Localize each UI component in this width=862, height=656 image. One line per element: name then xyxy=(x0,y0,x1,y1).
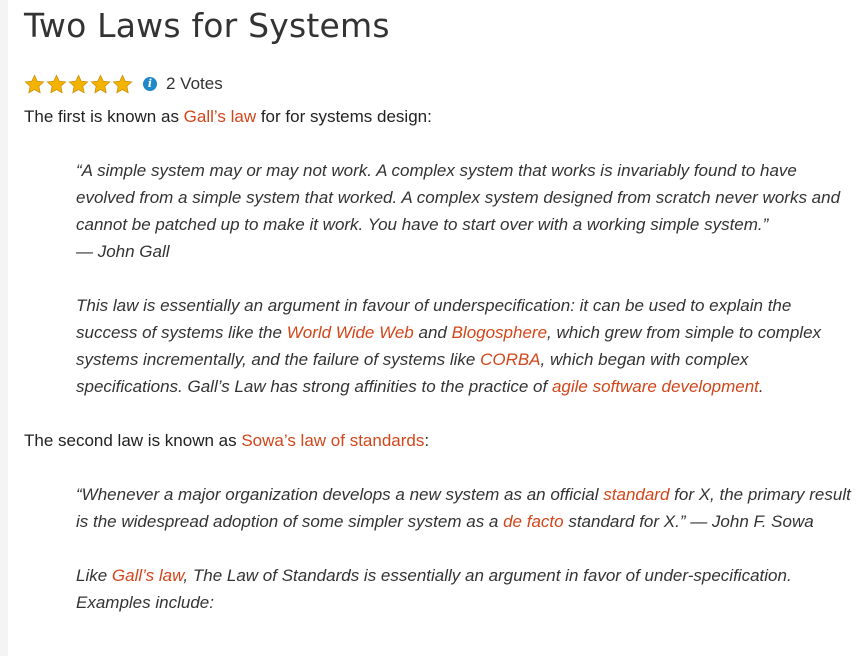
quote-text xyxy=(76,157,856,265)
star-icon[interactable] xyxy=(90,74,111,95)
text: “Whenever a major organization develops a new system as an official xyxy=(76,485,604,504)
standard-link[interactable]: standard xyxy=(603,485,670,504)
star-icon[interactable] xyxy=(112,74,133,95)
text: for for systems design: xyxy=(256,107,432,126)
text: , which grew from simple to complex systems incrementally, and the failure of systems like xyxy=(76,323,822,369)
text: The second law is known as xyxy=(24,431,242,450)
text: This law is essentially an argument in favour of underspecification: it can be used to explain the success of systems like the xyxy=(76,296,792,342)
sowas-law-link[interactable]: Sowa’s law of standards xyxy=(241,431,425,450)
text: . xyxy=(758,377,764,396)
star-rating[interactable] xyxy=(24,72,854,96)
article xyxy=(24,0,854,616)
quote-author: — John Gall xyxy=(76,242,170,261)
page-left-border xyxy=(0,0,8,656)
gall-quote xyxy=(24,157,856,265)
star-icon[interactable] xyxy=(24,74,45,95)
text: The first is known as xyxy=(24,107,184,126)
gall-explanation xyxy=(24,292,856,400)
blogosphere-link[interactable]: Blogosphere xyxy=(451,323,548,342)
quote-text xyxy=(76,481,856,535)
galls-law-link-2[interactable]: Gall’s law xyxy=(111,566,184,585)
quote-text xyxy=(76,562,856,616)
intro-paragraph xyxy=(24,103,854,130)
text: “A simple system may or may not work. A complex system that works is invariably found to have evolved from a simple system that worked. A complex system designed from scratch never works and cannot be patched up to make it work. You have to start over with a working simple system.” xyxy=(76,161,841,234)
text: Like xyxy=(76,566,112,585)
text: , The Law of Standards is essentially an argument in favor of under-specification. Examples include: xyxy=(76,566,792,612)
agile-software-development-link[interactable]: agile software development xyxy=(551,377,759,396)
world-wide-web-link[interactable]: World Wide Web xyxy=(286,323,414,342)
corba-link[interactable]: CORBA xyxy=(480,350,541,369)
text: standard for X.” — John F. Sowa xyxy=(563,512,814,531)
star-icon[interactable] xyxy=(68,74,89,95)
second-law-paragraph xyxy=(24,427,854,454)
info-icon[interactable]: i xyxy=(143,77,157,91)
vote-count: 2 Votes xyxy=(166,74,223,93)
sowa-quote xyxy=(24,481,856,535)
star-icon[interactable] xyxy=(46,74,67,95)
sowa-explanation xyxy=(24,562,856,616)
page-title: Two Laws for Systems xyxy=(24,6,390,45)
text: : xyxy=(424,431,430,450)
text: and xyxy=(413,323,452,342)
quote-text xyxy=(76,292,856,400)
text: , which began with complex specifications. Gall’s Law has strong affinities to the practice of xyxy=(76,350,749,396)
text: for X, the primary result is the widespread adoption of some simpler system as a xyxy=(76,485,851,531)
de-facto-link[interactable]: de facto xyxy=(503,512,564,531)
galls-law-link[interactable]: Gall’s law xyxy=(183,107,257,126)
